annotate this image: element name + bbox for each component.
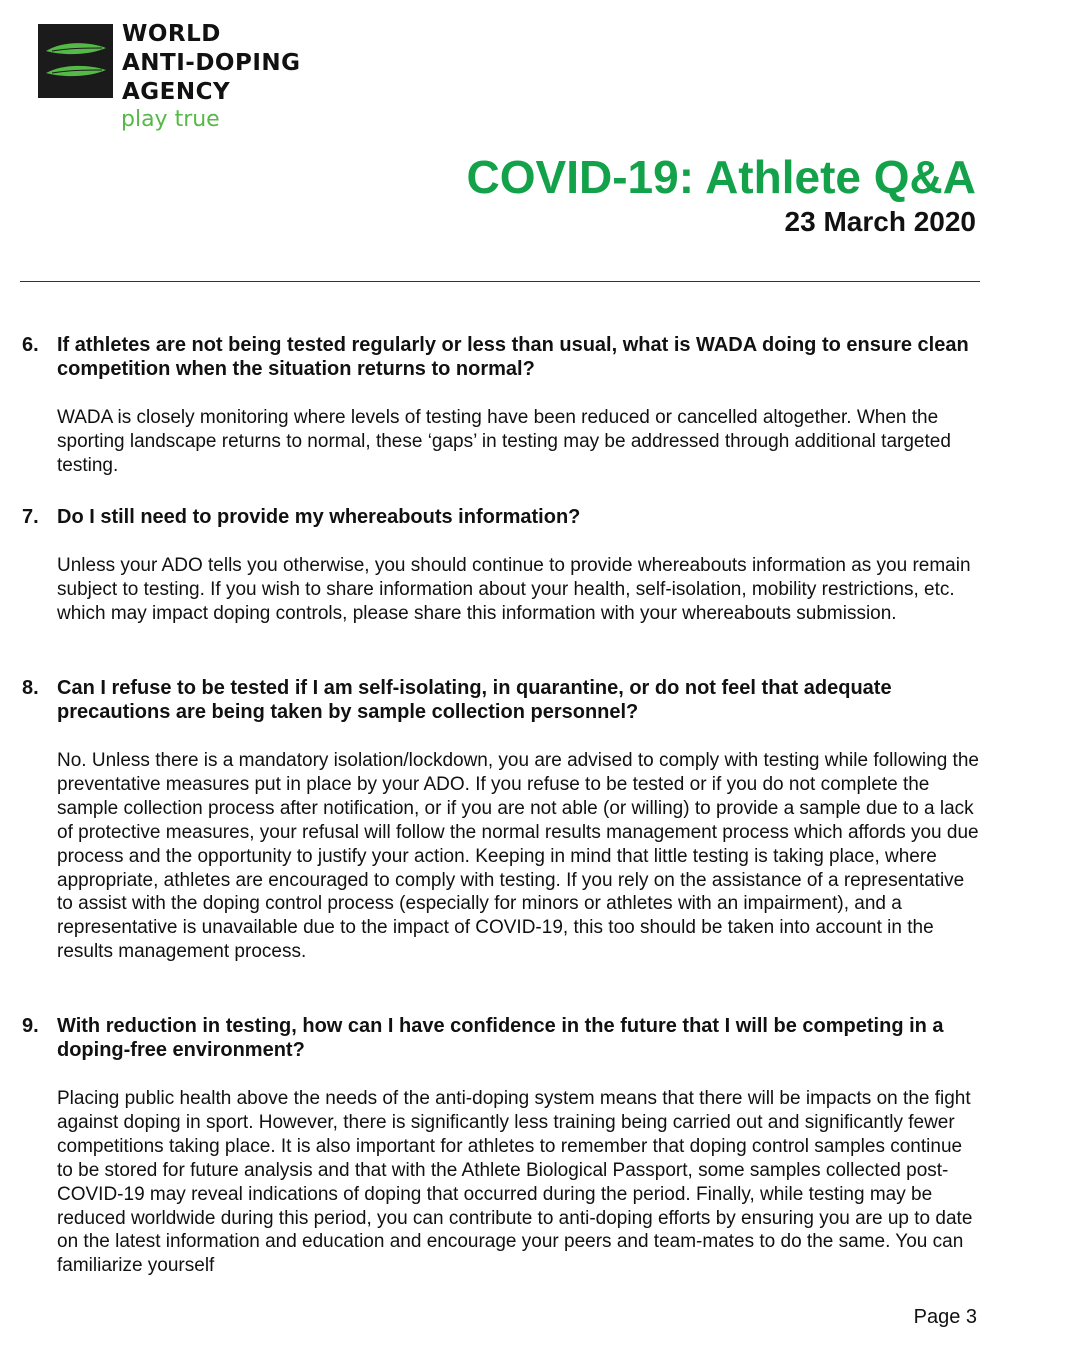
page-number: Page 3 bbox=[913, 1306, 977, 1328]
question-text: Can I refuse to be tested if I am self-isolating, in quarantine, or do not feel that adequate precautions are being taken by sample collection personnel? bbox=[57, 677, 892, 723]
answer-text: No. Unless there is a mandatory isolation/lockdown, you are advised to comply with testing while following the preventative measures put in place by your ADO. If you refuse to be tested or if you do not complete the sample collection process after notification, or if you are not able (or willing) to provide a sample due to a lack of protective measures, your refusal will follow the normal results management process which affords you due process and the opportunity to justify your action. Keeping in mind that little testing is taking place, where appropriate, athletes are encouraged to comply with testing. If you rely on the assistance of a representative to assist with the doping control process (especially for minors or athletes with an impairment), and a representative is unavailable due to the impact of COVID-19, this too should be taken into account in the results management process. bbox=[57, 750, 979, 963]
header-divider bbox=[20, 281, 980, 282]
question-text: Do I still need to provide my whereabouts information? bbox=[57, 506, 581, 528]
answer-text: Unless your ADO tells you otherwise, you should continue to provide whereabouts information as you remain subject to testing. If you wish to share information about your health, self-isolation, mobility restrictions, etc. which may impact doping controls, please share this information with your whereabouts submission. bbox=[57, 555, 971, 624]
question-text: With reduction in testing, how can I have confidence in the future that I will be competing in a doping-free environment? bbox=[57, 1015, 944, 1061]
question-number: 7. bbox=[22, 506, 39, 528]
tagline: play true bbox=[121, 107, 220, 132]
answer-text: WADA is closely monitoring where levels of testing have been reduced or cancelled altogether. When the sporting landscape returns to normal, these ‘gaps’ in testing may be addressed through additional targeted testing. bbox=[57, 407, 951, 476]
org-line: AGENCY bbox=[122, 79, 231, 105]
wada-logo-icon bbox=[38, 24, 113, 98]
question-text: If athletes are not being tested regularly or less than usual, what is WADA doing to ensure clean competition when the situation returns to normal? bbox=[57, 334, 969, 380]
document-date: 23 March 2020 bbox=[784, 206, 976, 237]
question-number: 6. bbox=[22, 334, 39, 356]
document-title: COVID-19: Athlete Q&A bbox=[466, 151, 976, 203]
answer-text: Placing public health above the needs of the anti-doping system means that there will be impacts on the fight against doping in sport. However, there is significantly less training being carried out and significantly fewer competitions taking place. It is also important for athletes to remember that doping control samples continue to be stored for future analysis and that with the Athlete Biological Passport, some samples collected post-COVID-19 may reveal indications of doping that occurred during the period. Finally, while testing may be reduced worldwide during this period, you can contribute to anti-doping efforts by ensuring you are up to date on the latest information and education and encourage your peers and team-mates to do the same. You can familiarize yourself bbox=[57, 1088, 973, 1277]
org-line: WORLD bbox=[122, 21, 221, 47]
question-number: 9. bbox=[22, 1015, 39, 1037]
org-line: ANTI-DOPING bbox=[122, 50, 301, 76]
organization-name bbox=[122, 20, 301, 107]
question-number: 8. bbox=[22, 677, 39, 699]
